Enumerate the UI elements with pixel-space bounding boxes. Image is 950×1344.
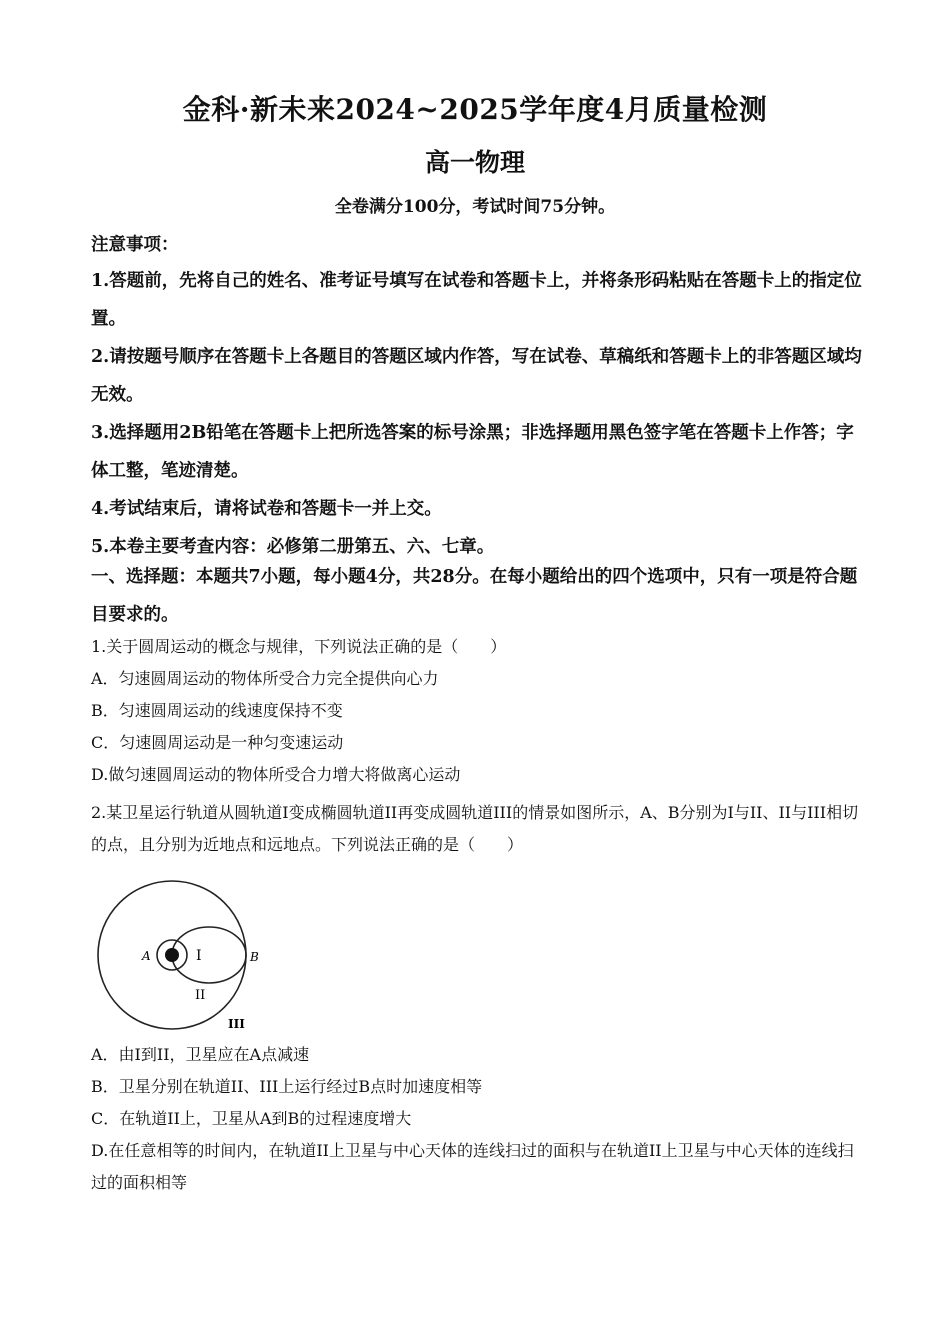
notes-list (91, 262, 863, 566)
central-body (165, 948, 179, 962)
label-a: A (142, 949, 151, 963)
subject-title: 高一物理 (424, 148, 525, 177)
option-d: D.在任意相等的时间内，在轨道II上卫星与中心天体的连线扫过的面积与在轨道II上卫星与中心天体的连线扫过的面积相等 (91, 1141, 854, 1192)
notes-title: 注意事项： (91, 235, 179, 255)
note-item: 3.选择题用2B铅笔在答题卡上把所选答案的标号涂黑；非选择题用黑色签字笔在答题卡上作答；字体工整，笔迹清楚。 (91, 423, 854, 481)
label-b: B (250, 950, 259, 964)
section-heading: 一、选择题：本题共7小题，每小题4分，共28分。在每小题给出的四个选项中，只有一项是符合题目要求的。 (91, 567, 858, 625)
orbit-diagram (92, 878, 272, 1036)
question-1 (91, 631, 863, 791)
note-item: 4.考试结束后，请将试卷和答题卡一并上交。 (91, 499, 442, 519)
option-c: C．匀速圆周运动是一种匀变速运动 (91, 733, 344, 752)
option-b: B．卫星分别在轨道II、III上运行经过B点时加速度相等 (91, 1077, 483, 1096)
option-a: A．由I到II，卫星应在A点减速 (91, 1045, 310, 1064)
question-stem: 2.某卫星运行轨道从圆轨道I变成椭圆轨道II再变成圆轨道III的情景如图所示，A、B分别为I与II、II与III相切的点，且分别为近地点和远地点。下列说法正确的是（ ） (91, 803, 859, 854)
orbit-ii (172, 927, 246, 983)
exam-title: 金科·新未来2024~2025学年度4月质量检测 (182, 93, 768, 126)
question-stem: 1.关于圆周运动的概念与规律，下列说法正确的是（ ） (91, 637, 507, 656)
question-2 (91, 797, 863, 861)
note-item: 5.本卷主要考查内容：必修第二册第五、六、七章。 (91, 537, 495, 557)
note-item: 1.答题前，先将自己的姓名、准考证号填写在试卷和答题卡上，并将条形码粘贴在答题卡上的指定位置。 (91, 271, 862, 329)
option-d: D.做匀速圆周运动的物体所受合力增大将做离心运动 (91, 765, 461, 784)
option-c: C．在轨道II上，卫星从A到B的过程速度增大 (91, 1109, 412, 1128)
note-item: 2.请按题号顺序在答题卡上各题目的答题区域内作答，写在试卷、草稿纸和答题卡上的非答题区域均无效。 (91, 347, 862, 405)
label-orbit-ii: II (195, 988, 206, 1003)
exam-meta: 全卷满分100分，考试时间75分钟。 (334, 197, 616, 217)
option-a: A．匀速圆周运动的物体所受合力完全提供向心力 (91, 669, 439, 688)
label-orbit-i: I (196, 948, 202, 964)
question-2-options (91, 1039, 863, 1199)
option-b: B．匀速圆周运动的线速度保持不变 (91, 701, 343, 720)
label-orbit-iii: III (228, 1017, 245, 1031)
